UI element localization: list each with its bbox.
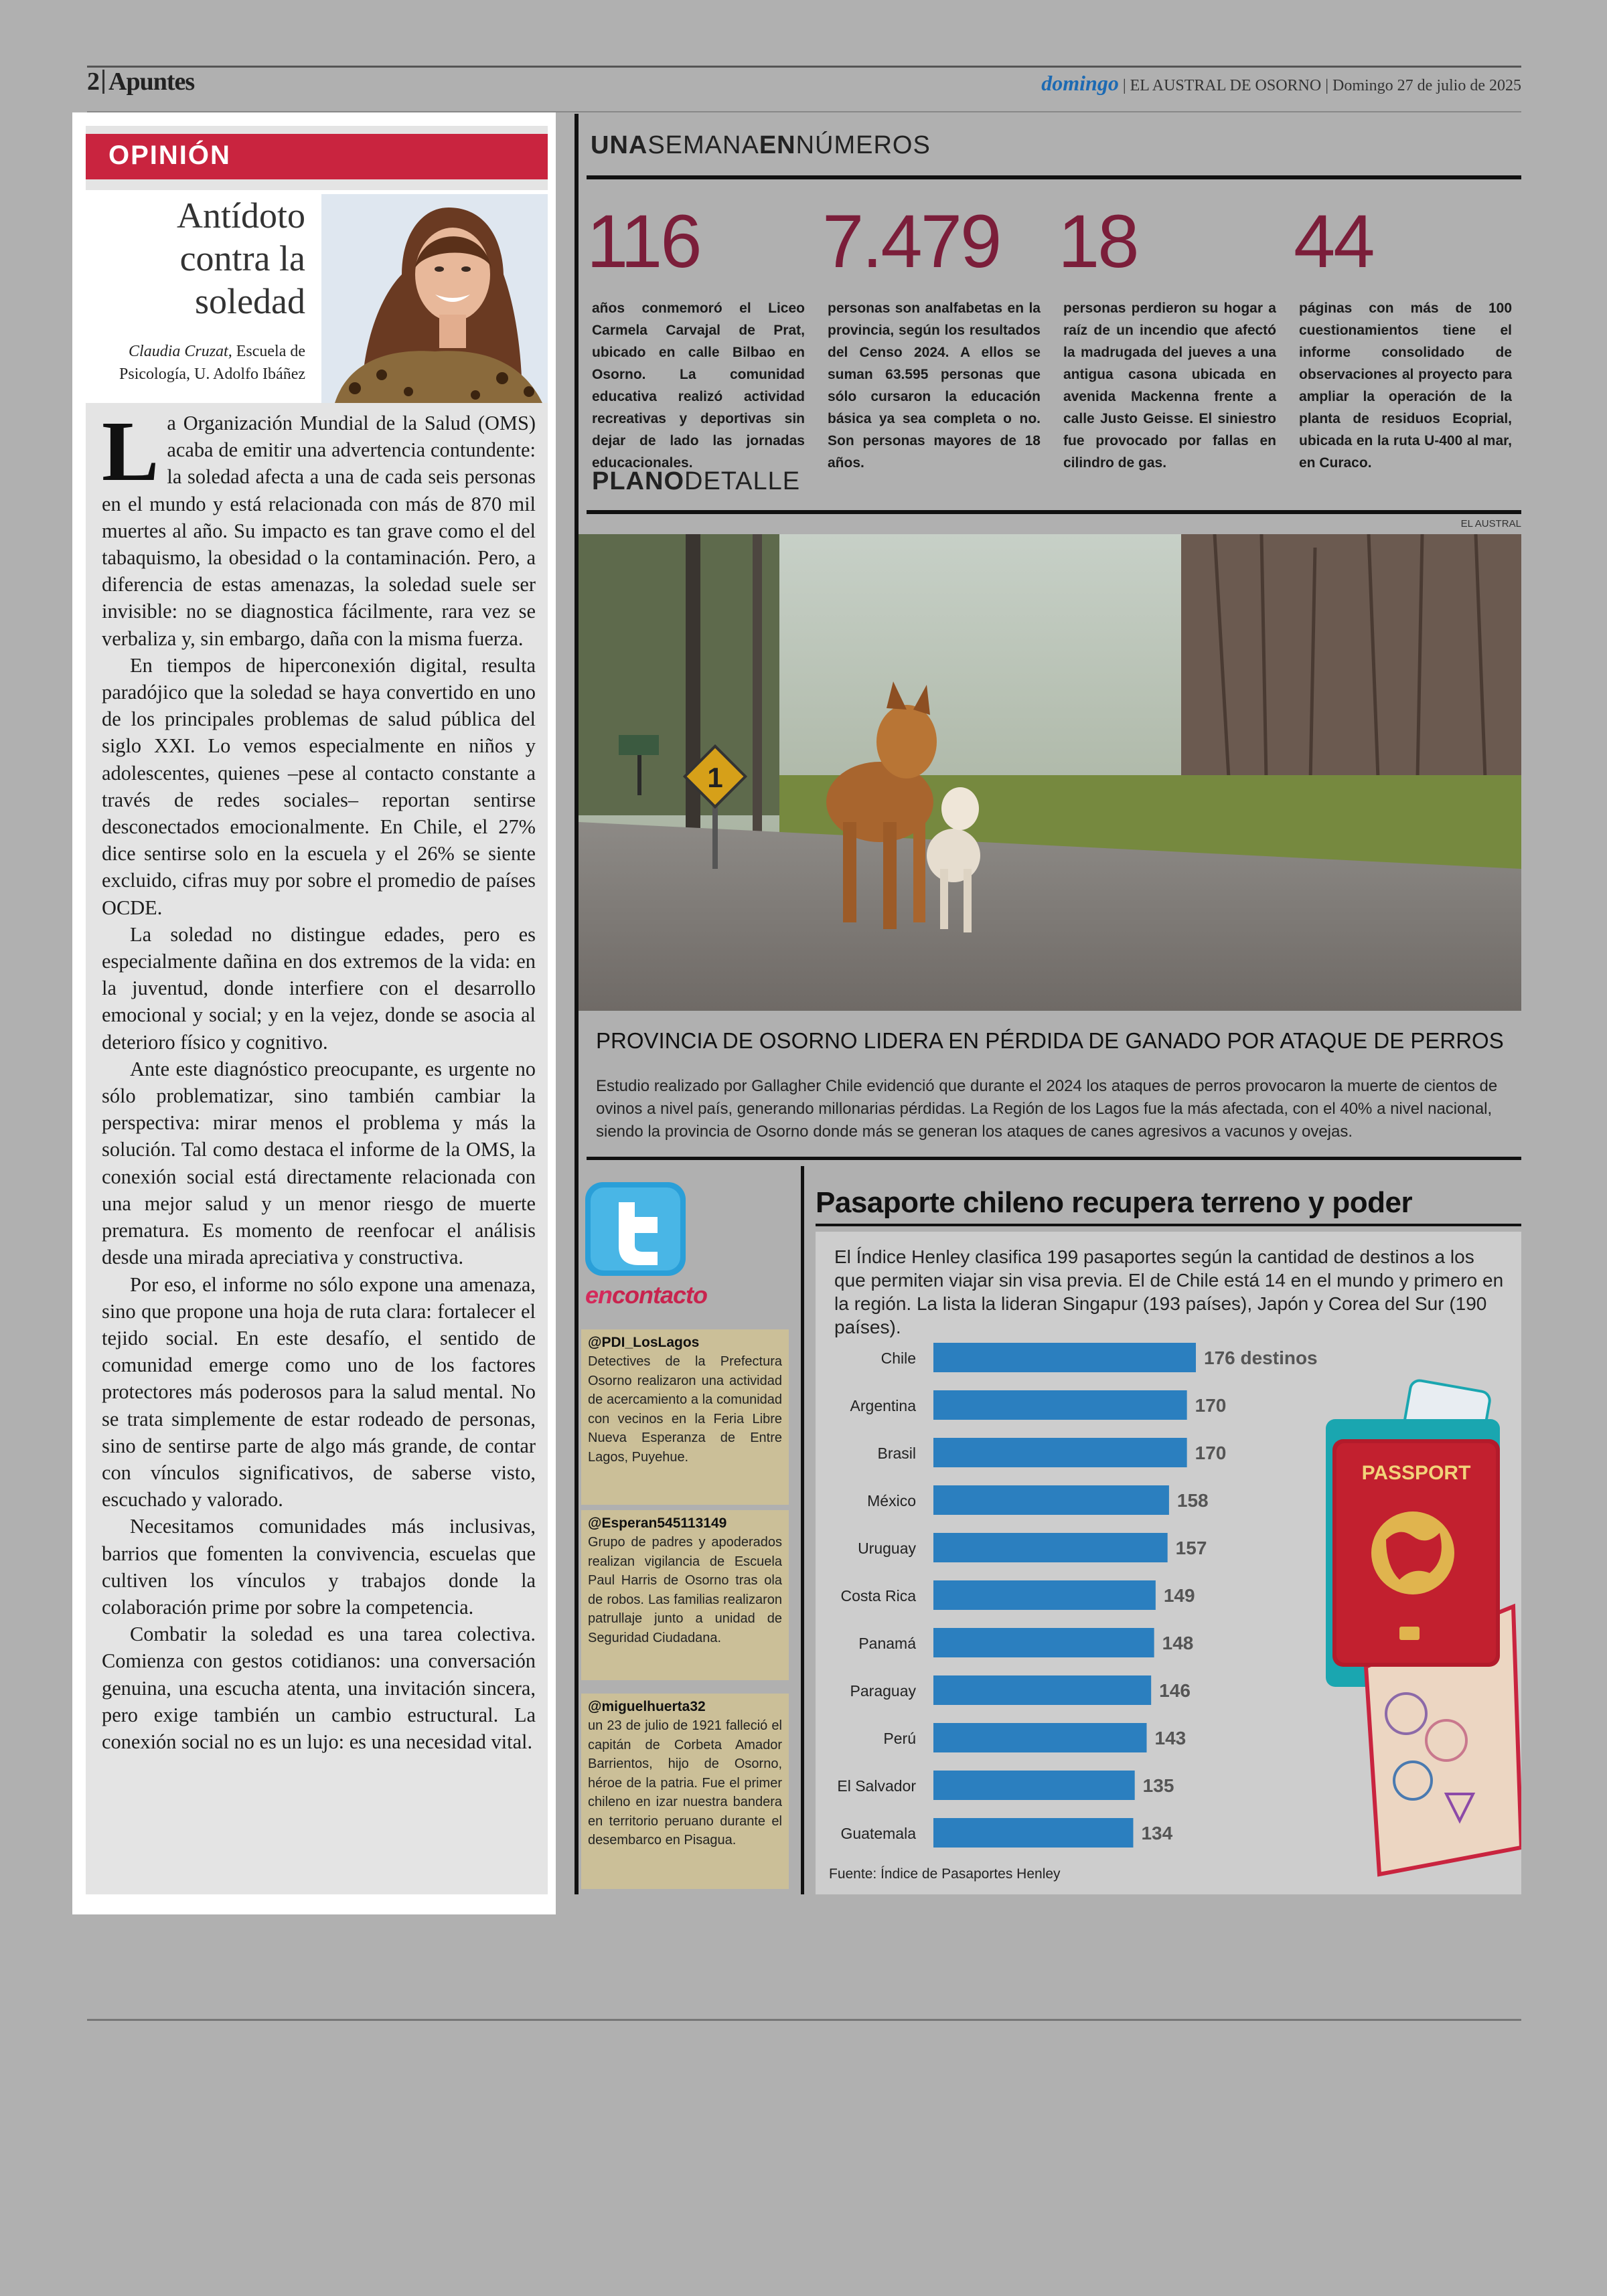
bar-category-label: Costa Rica — [840, 1587, 916, 1605]
bar-category-label: México — [867, 1492, 916, 1509]
lower-column-divider — [801, 1166, 804, 1894]
road-sign-number: 1 — [707, 762, 723, 793]
bar — [933, 1533, 1168, 1562]
bar-value-label: 143 — [1154, 1728, 1187, 1748]
page-number: 2 — [87, 68, 100, 96]
stat-text: años conmemoró el Liceo Carmela Carvajal de Prat, ubicado en calle Bilbao en Osorno. La comunidad educativa realizó actividad recreativas y deportivas sin dejar de lado las jornadas educacionales. — [592, 301, 805, 471]
opinion-author — [94, 340, 305, 386]
contact-post-content — [581, 1329, 789, 1472]
numbers-section-rule — [587, 175, 1521, 179]
bar-category-label: Uruguay — [858, 1540, 916, 1557]
contact-handle[interactable]: @PDI_LosLagos — [588, 1335, 700, 1350]
contact-handle[interactable]: @Esperan545113149 — [588, 1515, 727, 1531]
opinion-paragraph: La soledad no distingue edades, pero es especialmente dañina en dos extremos de la vida: en la juventud, donde interfiere con el desarrollo emocional y social; y en la vejez, donde se asocia al deterioro físico y cognitivo. — [102, 922, 536, 1054]
masthead — [1041, 71, 1521, 96]
opinion-banner — [86, 134, 548, 179]
header-top-rule — [87, 66, 1521, 68]
contact-post — [581, 1694, 789, 1889]
bar-value-label: 170 — [1195, 1395, 1227, 1416]
section-name: Apuntes — [108, 68, 195, 96]
stat-number: 116 — [587, 199, 700, 283]
supplement-name: domingo — [1041, 71, 1119, 95]
photo-headline: PROVINCIA DE OSORNO LIDERA EN PÉRDIDA DE GANADO POR ATAQUE DE PERROS — [596, 1028, 1504, 1053]
bar — [933, 1343, 1196, 1372]
stat-text: páginas con más de 100 cuestionamientos tiene el informe consolidado de observaciones al proyecto para ampliar la operación de la planta de residuos Ecoprial, ubicada en la ruta U-400 al mar, en Curaco. — [1299, 301, 1512, 471]
passport-label: PASSPORT — [1361, 1462, 1471, 1484]
bar — [933, 1628, 1154, 1657]
issue-date: Domingo 27 de julio de 2025 — [1332, 77, 1521, 94]
bar-value-label: 148 — [1162, 1633, 1194, 1653]
stat-text: personas son analfabetas en la provincia, según los resultados del Censo 2024. A ellos se suman 63.595 personas que sólo cursaron la educación básica ya sea completa o no. Son personas mayores de 18 años. — [828, 301, 1041, 471]
contact-text: Detectives de la Prefectura Osorno realizaron una actividad de acercamiento a la comunidad con vecinos en la Feria Libre Nueva Esperanza de Entre Lagos, Puyehue. — [588, 1354, 782, 1465]
plano-detalle-title: PLANODETALLE — [592, 467, 801, 495]
author-name: Claudia Cruzat, — [129, 343, 232, 360]
contact-post-content — [581, 1694, 789, 1856]
opinion-paragraph: En tiempos de hiperconexión digital, resulta paradójico que la soledad se haya convertido en uno de los principales problemas de salud pública del siglo XXI. Lo vemos especialmente en niños y adolescentes, quienes –pese al contacto constante a través de redes sociales– reportan sentirse desconectados emocionalmente. En Chile, el 27% dice sentirse solo en la escuela y el 26% se siente excluido, cifras muy por sobre el promedio de países OCDE. — [102, 653, 536, 919]
plano-detalle-rule — [587, 510, 1521, 514]
photo-caption: Estudio realizado por Gallagher Chile evidenció que durante el 2024 los ataques de perros provocaron la muerte de cientos de ovinos a nivel país, generando millonarias pérdidas. La Región de los Lagos fue la más afectada, con el 40% a nivel nacional, siendo la provincia de Osorno donde más se generan los ataques de canes agresivos a vacunos y ovejas. — [596, 1077, 1498, 1141]
bar-chart — [816, 1332, 1324, 1861]
stat-text: personas perdieron su hogar a raíz de un incendio que afectó la madrugada del jueves a una antigua casona ubicada en avenida Mackenna frente a calle Justo Geisse. El siniestro fue provocado por fallas en cilindro de gas. — [1063, 301, 1276, 471]
bar — [933, 1390, 1187, 1420]
author-photo — [321, 194, 548, 403]
bar — [933, 1771, 1135, 1800]
lower-section-rule — [587, 1157, 1521, 1160]
bar-category-label: El Salvador — [837, 1777, 916, 1795]
chart-title-rule — [816, 1224, 1521, 1226]
encontacto-label: encontacto — [585, 1281, 708, 1309]
bar-category-label: Guatemala — [840, 1825, 916, 1842]
contact-post — [581, 1510, 789, 1680]
opinion-banner-label: OPINIÓN — [108, 141, 231, 170]
bar — [933, 1675, 1151, 1705]
stat-number: 18 — [1058, 199, 1138, 283]
bar — [933, 1580, 1156, 1610]
opinion-paragraph: Necesitamos comunidades más inclusivas, barrios que fomenten la convivencia, escuelas que cultiven los vínculos y trabajos donde la colaboración prime por sobre la competencia. — [102, 1515, 536, 1619]
bar-value-label: 149 — [1163, 1585, 1195, 1606]
opinion-paragraph: Por eso, el informe no sólo expone una amenaza, sino que propone una hoja de ruta clara: fortalecer el tejido social. En este desafío, el sentido de comunidad emerge como uno de los factores protectores más poderosos para la salud mental. No se trata simplemente de estar rodeado de personas, sino de sentirse parte de algo más grande, de contar con vínculos significativos, de saberse visto, escuchado y valorado. — [102, 1273, 536, 1511]
bar — [933, 1818, 1133, 1848]
stat-number: 44 — [1294, 199, 1373, 283]
bar-value-label: 158 — [1176, 1490, 1209, 1511]
bar-category-label: Brasil — [877, 1445, 916, 1462]
bar-value-label: 170 — [1195, 1443, 1227, 1463]
dogs-road-photo — [579, 534, 1521, 1011]
bar — [933, 1485, 1169, 1515]
bar — [933, 1438, 1187, 1467]
bar-value-label: 135 — [1142, 1775, 1174, 1796]
opinion-paragraph: Ante este diagnóstico preocupante, es urgente no sólo problematizar, sino también cambiar la perspectiva: mirar menos el problema y más la solución. Tal como destaca el informe de la OMS, la conexión social está directamente relacionada con una mejor salud y un menor riesgo de muerte prematura. Es momento de reenfocar el análisis desde una mirada apreciativa y constructiva. — [102, 1057, 536, 1269]
opinion-body — [102, 404, 536, 1755]
stat-number: 7.479 — [822, 199, 1000, 283]
opinion-paragraph: Combatir la soledad es una tarea colectiva. Comienza con gestos cotidianos: una conversación genuina, una escucha atenta, una invitación sincera, pero exige también un cambio estructural. La conexión social no es un lujo: es una necesidad vital. — [102, 1623, 536, 1753]
bar-category-label: Argentina — [850, 1397, 916, 1414]
bar-category-label: Chile — [881, 1349, 916, 1367]
opinion-title: Antídoto contra la soledad — [176, 195, 305, 321]
page-bottom-rule — [87, 2019, 1521, 2021]
masthead-sep: | — [1325, 77, 1333, 94]
twitter-icon — [585, 1182, 686, 1276]
contact-post-content — [581, 1510, 789, 1653]
contact-post — [581, 1329, 789, 1505]
author-affiliation: Escuela de Psicología, U. Adolfo Ibáñez — [119, 343, 305, 383]
masthead-sep: | — [1122, 77, 1130, 94]
chart-title: Pasaporte chileno recupera terreno y poder — [816, 1186, 1413, 1219]
chart-subtitle: El Índice Henley clasifica 199 pasaportes según la cantidad de destinos a los que permiten viajar sin visa previa. El de Chile está 14 en el mundo y primero en la región. La lista la lideran Singapur (193 países), Japón y Corea del Sur (190 países). — [834, 1246, 1504, 1337]
bar-value-label: 134 — [1141, 1823, 1173, 1843]
bar-category-label: Paraguay — [850, 1682, 916, 1700]
bar-value-label: 157 — [1175, 1538, 1207, 1558]
photo-credit: EL AUSTRAL — [1460, 518, 1521, 529]
drop-cap: L — [102, 404, 159, 499]
chart-source: Fuente: Índice de Pasaportes Henley — [829, 1866, 1061, 1882]
paragraph-text: a Organización Mundial de la Salud (OMS) acaba de emitir una advertencia contundente: la soledad afecta a una de cada seis personas en el mundo y está relacionada con más de 870 mil muertes al año. Su impacto es tan grave como el del tabaquismo, la obesidad o la contaminación. Pero, a diferencia de estas amenazas, la soledad suele ser invisible: no se diagnostica fácilmente, rara vez se verbaliza y, sin embargo, daña con la misma fuerza. — [102, 412, 536, 650]
newspaper-name: EL AUSTRAL DE OSORNO — [1130, 77, 1322, 94]
contact-text: un 23 de julio de 1921 falleció el capitán de Corbeta Amador Barrientos, hijo de Osorno, héroe de la patria. Fue el primer chileno en izar nuestra bandera en territorio peruano durante el desembarco en Pisagua. — [588, 1718, 782, 1848]
bar-value-label: 176 destinos — [1204, 1347, 1318, 1368]
passport-illustration — [1312, 1379, 1521, 1888]
contact-text: Grupo de padres y apoderados realizan vigilancia de Escuela Paul Harris de Osorno tras ola de robos. Las familias realizaron patrullaje junto a unidad de Seguridad Ciudadana. — [588, 1535, 782, 1645]
opinion-paragraph — [102, 404, 536, 652]
numbers-section-title: UNASEMANAENNÚMEROS — [591, 131, 931, 159]
bar-category-label: Panamá — [858, 1635, 916, 1652]
bar — [933, 1723, 1147, 1752]
contact-handle[interactable]: @miguelhuerta32 — [588, 1699, 706, 1714]
bar-category-label: Perú — [883, 1730, 916, 1747]
header-divider — [102, 70, 104, 94]
bar-value-label: 146 — [1159, 1680, 1191, 1701]
